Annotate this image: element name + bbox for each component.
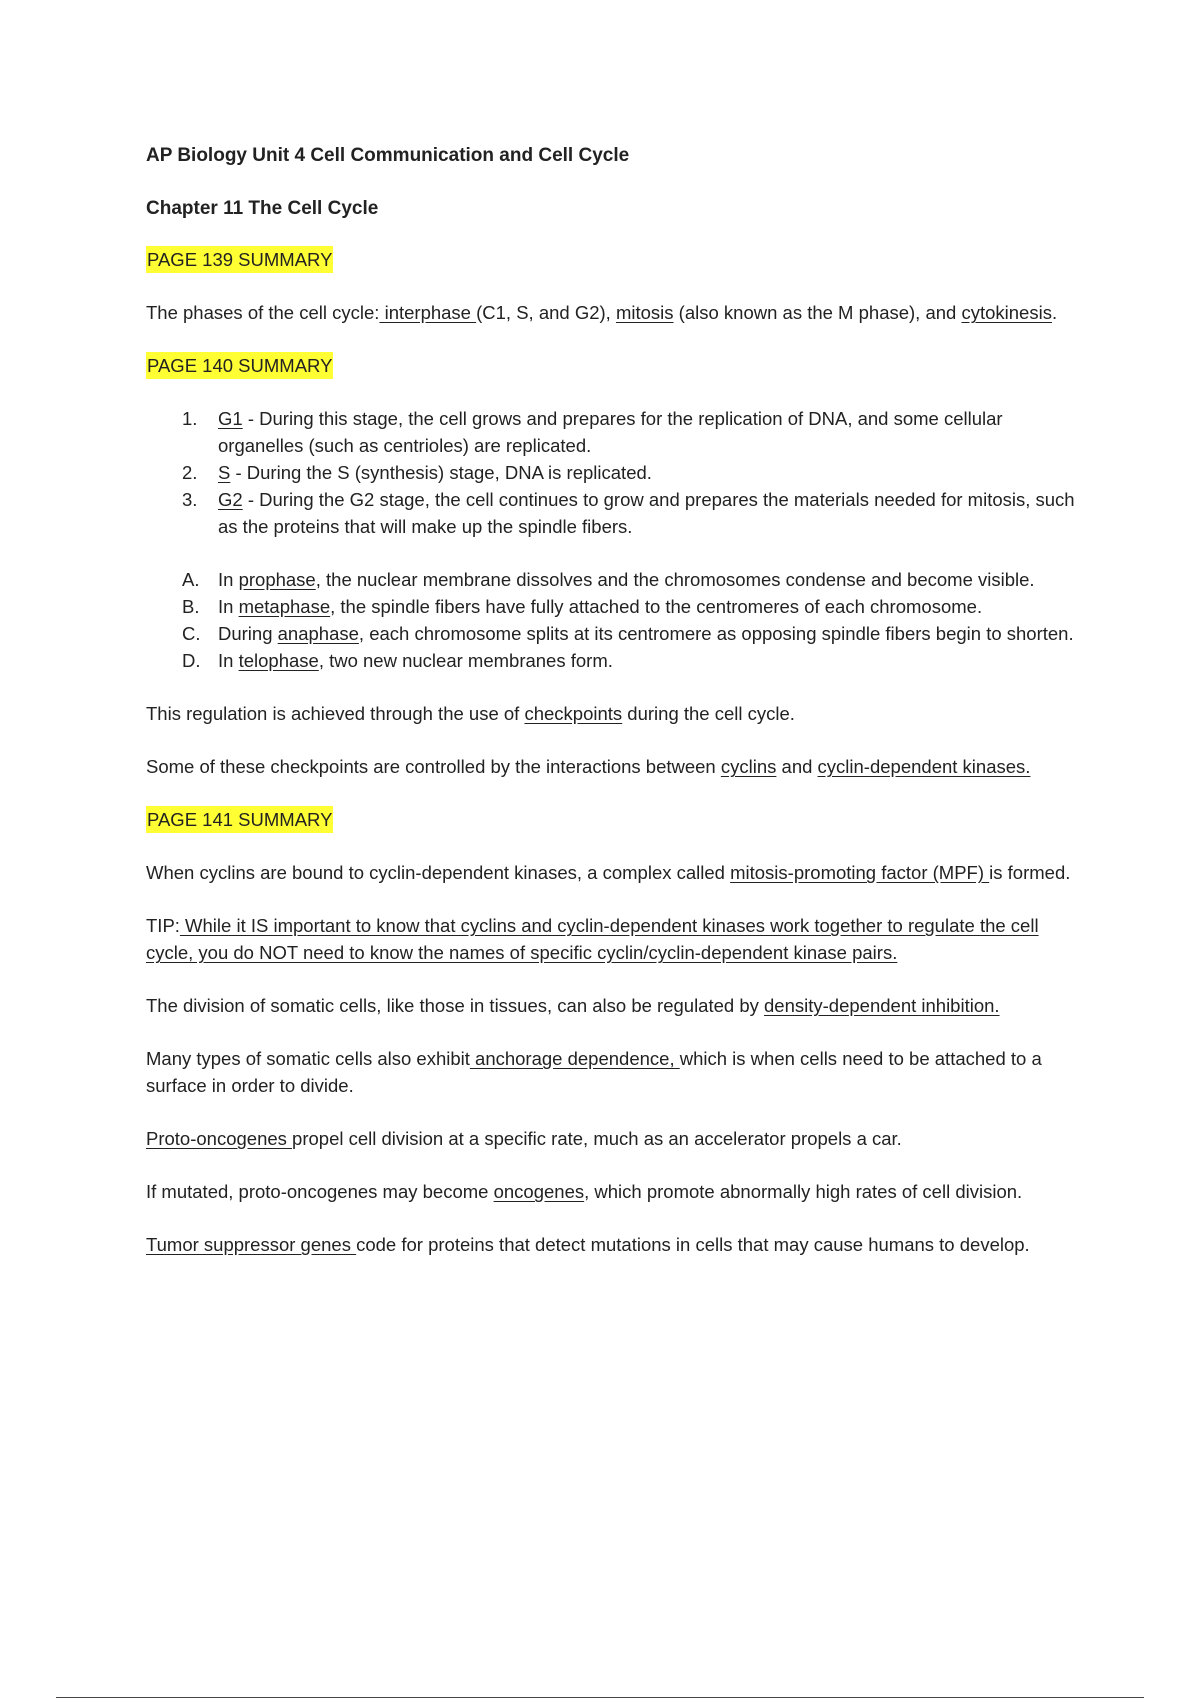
list-item: D. In telophase, two new nuclear membranes form. (182, 650, 613, 671)
tumor-suppressor-paragraph: Tumor suppressor genes code for proteins that detect mutations in cells that may cause humans to develop. (146, 1234, 1030, 1255)
term-interphase: interphase (379, 302, 477, 323)
interphase-stages-list (146, 405, 1086, 540)
term-mitosis: mitosis (615, 302, 674, 323)
mitosis-phases-list (146, 566, 1086, 674)
document-body (146, 142, 1086, 1284)
anchorage-paragraph: Many types of somatic cells also exhibit anchorage dependence, which is when cells need to be attached to a surface in order to divide. (146, 1048, 1042, 1096)
tip-paragraph: TIP: While it IS important to know that cyclins and cyclin-dependent kinases work together to regulate the cell cycle, you do NOT need to know the names of specific cyclin/cyclin-dependent kinase pairs. (146, 915, 1039, 963)
list-item: 3. G2 - During the G2 stage, the cell continues to grow and prepares the materials needed for mitosis, such as the proteins that will make up the spindle fibers. (182, 489, 1075, 537)
footer-divider (56, 1697, 1144, 1698)
section-heading-139: PAGE 139 SUMMARY (146, 246, 333, 273)
cyclins-paragraph: Some of these checkpoints are controlled by the interactions between cyclins and cyclin-dependent kinases. (146, 756, 1031, 777)
term-cytokinesis: cytokinesis (961, 302, 1052, 323)
list-item: C. During anaphase, each chromosome splits at its centromere as opposing spindle fibers begin to shorten. (182, 623, 1074, 644)
list-item: B. In metaphase, the spindle fibers have fully attached to the centromeres of each chromosome. (182, 596, 983, 617)
chapter-title: Chapter 11 The Cell Cycle (146, 198, 379, 219)
document-title: AP Biology Unit 4 Cell Communication and Cell Cycle (146, 145, 630, 166)
density-paragraph: The division of somatic cells, like those in tissues, can also be regulated by density-dependent inhibition. (146, 995, 1000, 1016)
oncogenes-paragraph: If mutated, proto-oncogenes may become oncogenes, which promote abnormally high rates of cell division. (146, 1181, 1023, 1202)
list-item: A. In prophase, the nuclear membrane dissolves and the chromosomes condense and become visible. (182, 569, 1035, 590)
mpf-paragraph: When cyclins are bound to cyclin-dependent kinases, a complex called mitosis-promoting factor (MPF) is formed. (146, 862, 1071, 883)
list-item: 2. S - During the S (synthesis) stage, DNA is replicated. (182, 462, 652, 483)
list-item: 1. G1 - During this stage, the cell grows and prepares for the replication of DNA, and some cellular organelles (such as centrioles) are replicated. (182, 408, 1003, 456)
section-heading-141: PAGE 141 SUMMARY (146, 806, 333, 833)
cell-cycle-phases-paragraph: The phases of the cell cycle: interphase (C1, S, and G2), mitosis (also known as the M phase), and cytokinesis. (146, 302, 1058, 323)
proto-oncogenes-paragraph: Proto-oncogenes propel cell division at a specific rate, much as an accelerator propels a car. (146, 1128, 902, 1149)
regulation-paragraph: This regulation is achieved through the use of checkpoints during the cell cycle. (146, 703, 795, 724)
section-heading-140: PAGE 140 SUMMARY (146, 352, 333, 379)
